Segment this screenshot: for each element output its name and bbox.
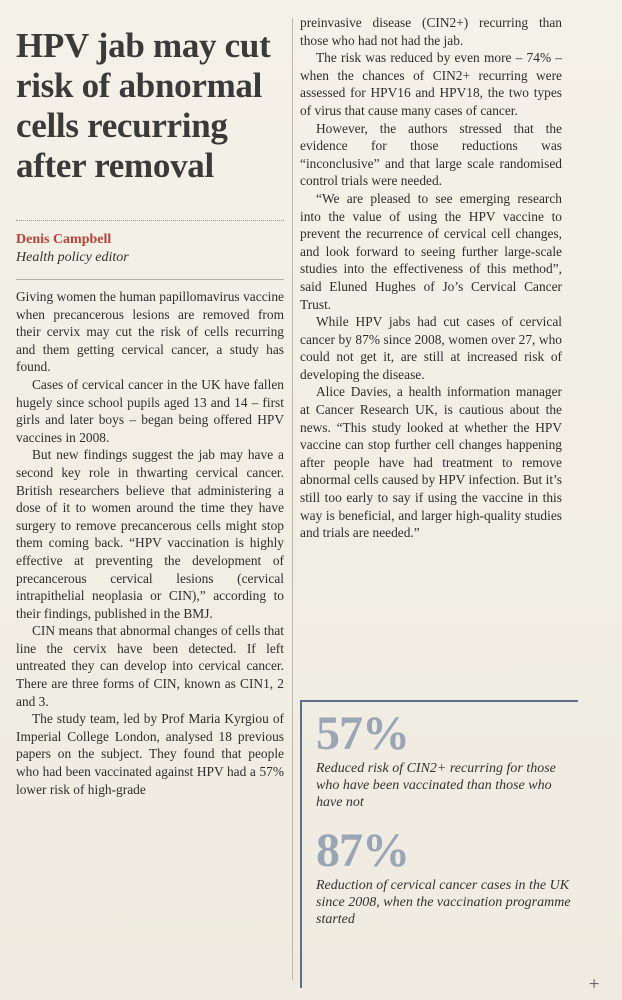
left-column [16,0,284,1000]
plus-mark-icon: + [588,976,600,992]
body-paragraph: preinvasive disease (CIN2+) recurring than those who had not had the jab. [300,15,562,48]
stat-caption: Reduced risk of CIN2+ recurring for those who have been vaccinated than those who have not [316,761,556,810]
headline: HPV jab may cut risk of abnormal cells recurring after removal [16,26,271,185]
byline-rule [16,279,284,280]
body-paragraph: Alice Davies, a health information manager at Cancer Research UK, is cautious about the news. “This study looked at whether the HPV vaccine can stop further cell changes happening after people have had treatment to remove abnormal cells caused by HPV infection. But it’s still too early to say if using the vaccine in this way is beneficial, and larger high-quality studies and trials are needed.” [300,384,562,541]
stat-caption: Reduction of cervical cancer cases in the UK since 2008, when the vaccination programme started [316,878,571,927]
headline-rule [16,220,284,221]
stat-number: 87% [316,824,409,877]
body-paragraph: But new findings suggest the jab may have a second key role in thwarting cervical cancer. British researchers believe that administering a dose of it to women around the time they have surgery to remove precancerous cells might stop them coming back. “HPV vaccination is highly effective at preventing the development of precancerous cervical lesions (cervical intrapithelial neoplasia or CIN),” according to their findings, published in the BMJ. [16,447,284,621]
body-paragraph: Giving women the human papillomavirus vaccine when precancerous lesions are removed from their cervix may cut the risk of cells recurring and them getting cervical cancer, a study has found. [16,289,284,375]
stats-box [300,700,578,988]
author-name: Denis Campbell [16,232,112,247]
body-paragraph: The study team, led by Prof Maria Kyrgiou of Imperial College London, analysed 18 previous papers on the subject. They found that people who had been vaccinated against HPV had a 57% lower risk of high-grade [16,711,284,797]
body-paragraph: “We are pleased to see emerging research into the value of using the HPV vaccine to prevent the recurrence of cervical cell changes, and look forward to seeing further large-scale studies into the effectiveness of this method”, said Eluned Hughes of Jo’s Cervical Cancer Trust. [300,190,562,312]
body-paragraph: However, the authors stressed that the evidence for those reductions was “inconclusive” and that large scale randomised control trials were needed. [300,120,562,189]
body-paragraph: Cases of cervical cancer in the UK have fallen hugely since school pupils aged 13 and 14 – first girls and later boys – began being offered HPV vaccines in 2008. [16,376,284,445]
body-paragraph: CIN means that abnormal changes of cells that line the cervix have been detected. If left untreated they can develop into cervical cancer. There are three forms of CIN, known as CIN1, 2 and 3. [16,623,284,709]
author-role: Health policy editor [16,250,129,265]
stat-number: 57% [316,707,409,760]
body-paragraph: The risk was reduced by even more – 74% – when the chances of CIN2+ recurring were assessed for HPV16 and HPV18, the two types of virus that cause many cases of cancer. [300,50,562,118]
column-divider [292,18,293,980]
body-paragraph: While HPV jabs had cut cases of cervical cancer by 87% since 2008, women over 27, who could not get it, are still at increased risk of developing the disease. [300,314,562,382]
